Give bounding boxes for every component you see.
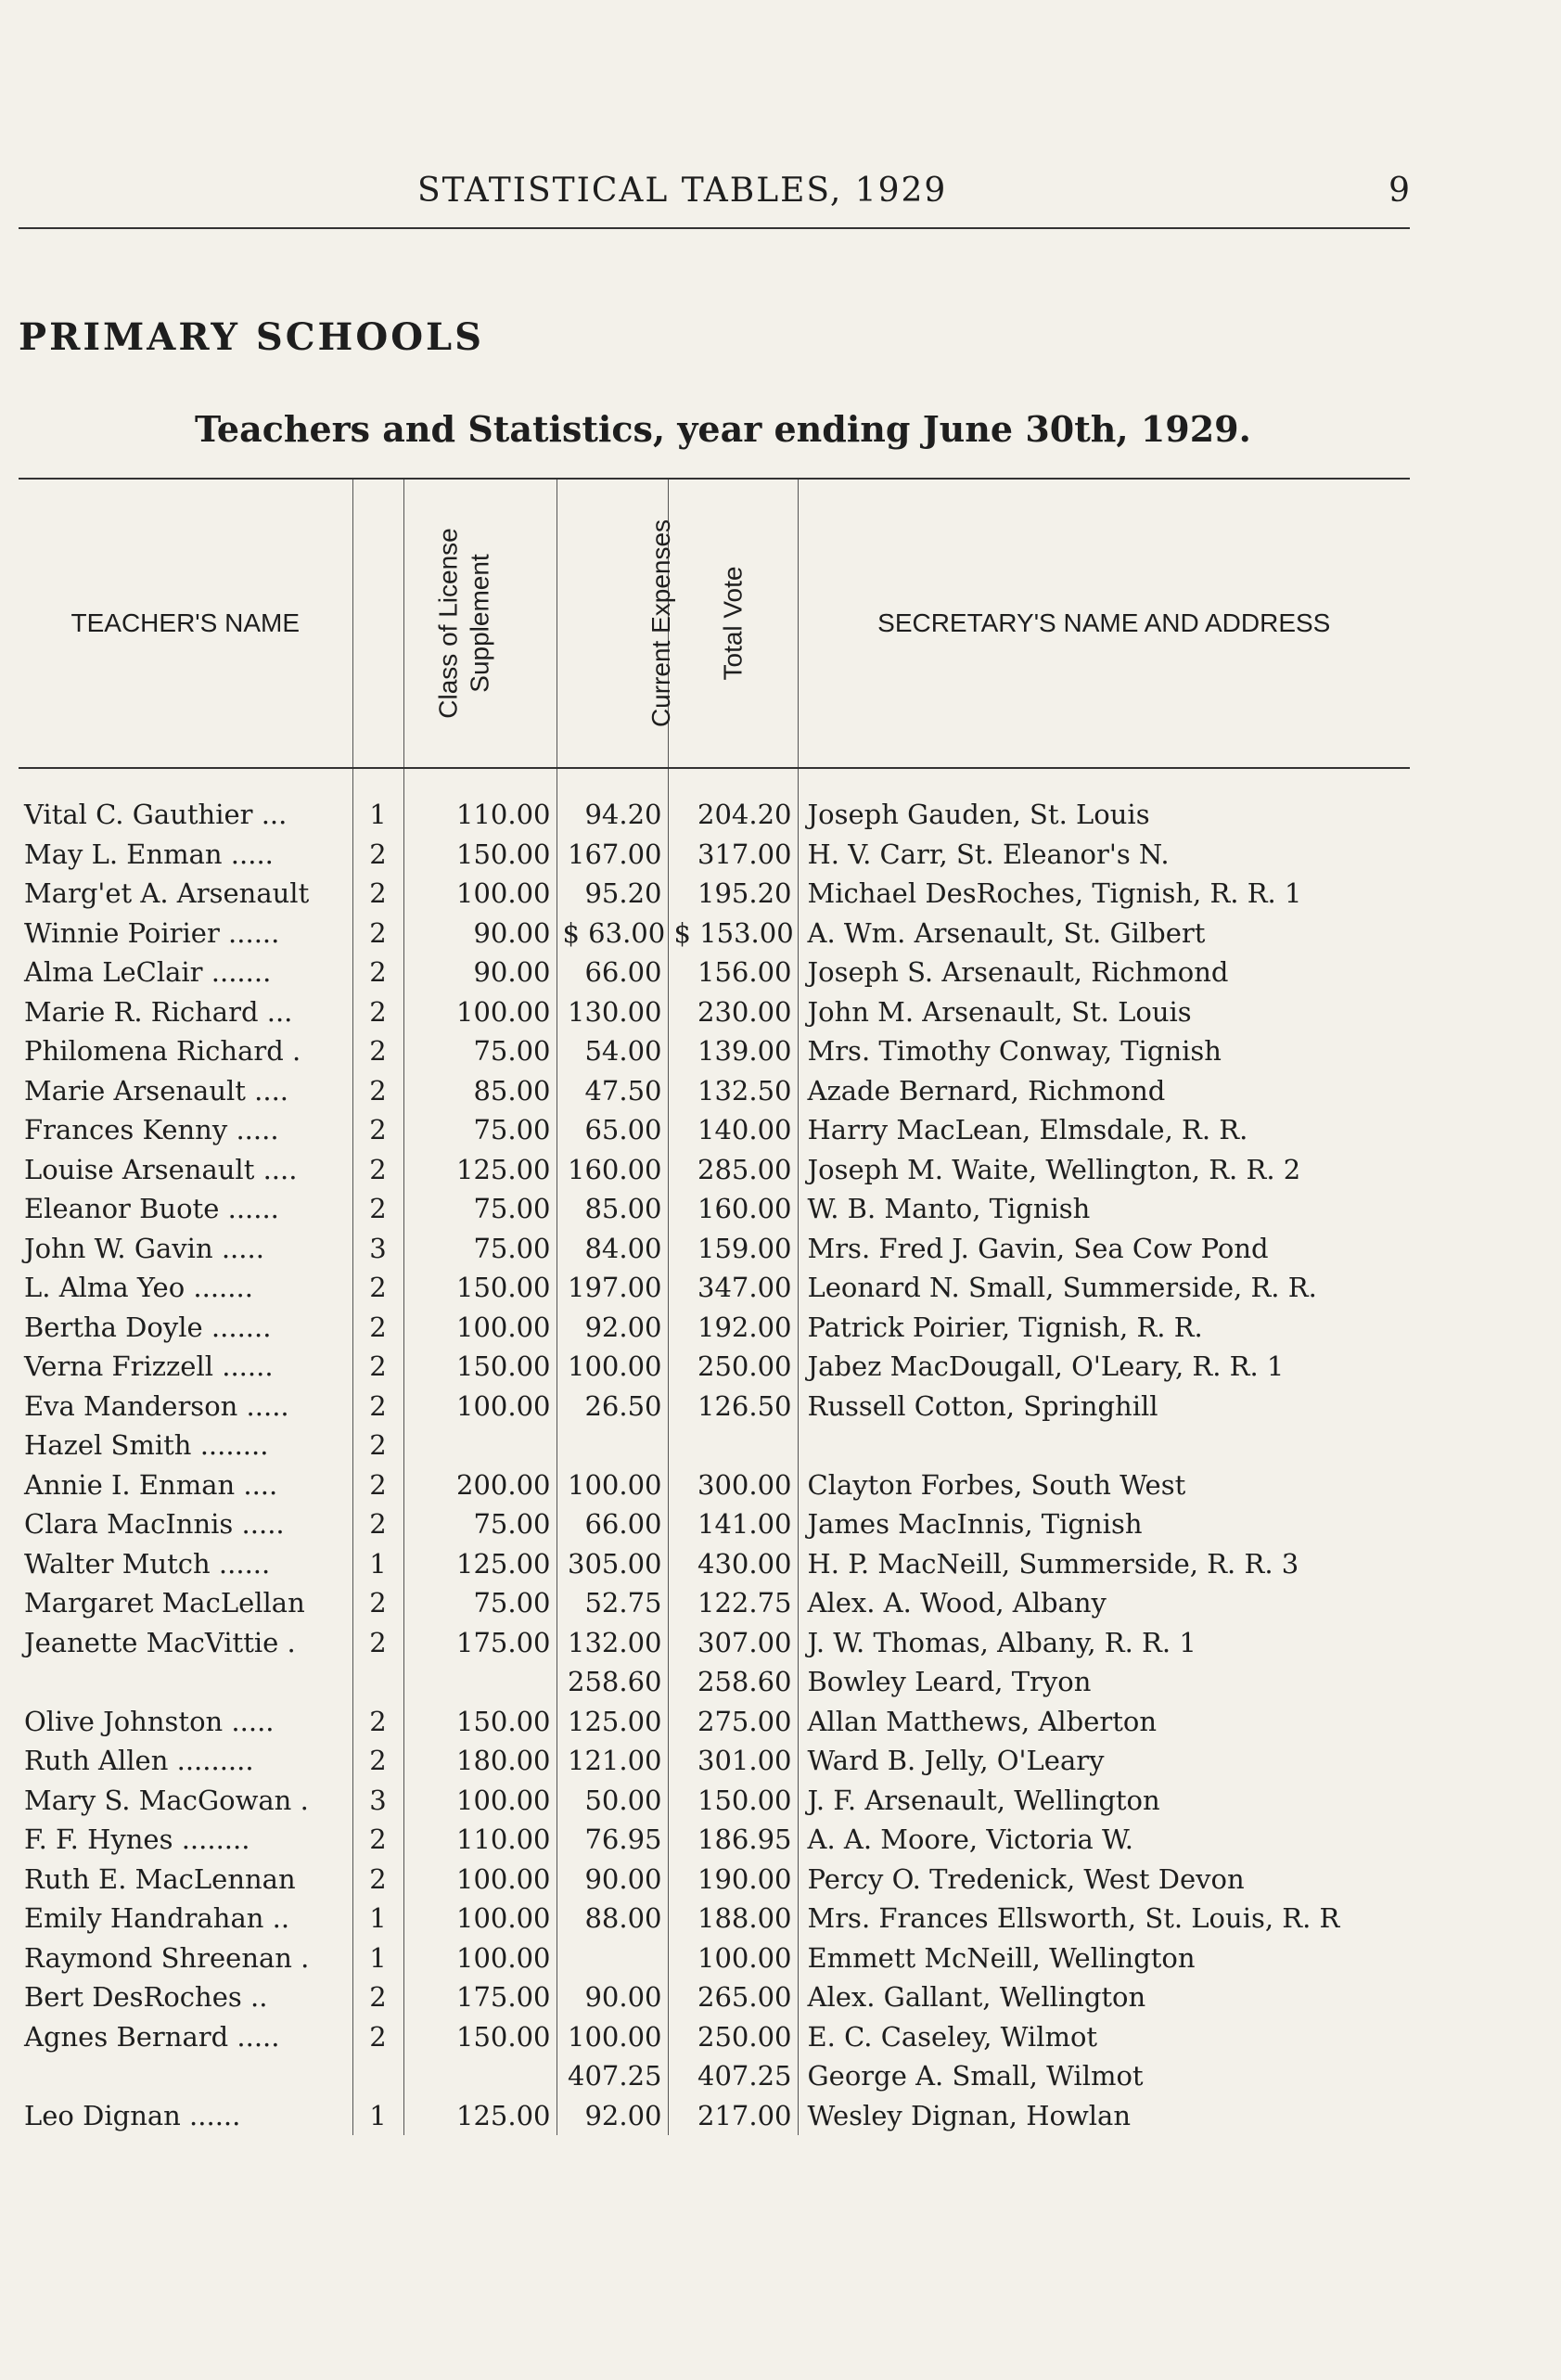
table-row [19,1939,1410,1978]
total-vote-cell: 407.25 [668,2056,798,2096]
total-vote-cell: 139.00 [668,1031,798,1071]
secretary-cell: Jabez MacDougall, O'Leary, R. R. 1 [798,1347,1410,1387]
table-row [19,874,1410,914]
table-row [19,2056,1410,2096]
total-vote-cell: 301.00 [668,1741,798,1781]
expenses-cell: 90.00 [557,1860,668,1900]
statistics-table-wrapper [19,478,1410,2135]
total-vote-cell: 217.00 [668,2096,798,2136]
secretary-cell: Mrs. Timothy Conway, Tignish [798,1031,1410,1071]
expenses-cell: 94.20 [557,768,668,835]
teacher-name-cell: Emily Handrahan .. [24,1902,290,1935]
teacher-name-cell: Marie Arsenault .... [24,1074,289,1107]
secretary-cell: Clayton Forbes, South West [798,1465,1410,1505]
teacher-name-cell: Mary S. MacGowan . [24,1784,309,1816]
class-cell [352,2056,403,2096]
running-title: STATISTICAL TABLES, 1929 [417,172,948,210]
expenses-cell: 65.00 [557,1110,668,1150]
class-cell [352,1662,403,1702]
supplement-cell [403,2056,557,2096]
supplement-cell: 75.00 [403,1504,557,1544]
total-vote-cell: 347.00 [668,1268,798,1308]
teacher-name-cell: Marie R. Richard ... [24,995,293,1028]
total-vote-cell: $ 153.00 [668,914,798,953]
total-vote-cell: 159.00 [668,1229,798,1269]
supplement-cell: 100.00 [403,1387,557,1427]
teacher-name-cell: Alma LeClair ....... [24,956,272,989]
class-cell: 2 [352,1426,403,1465]
supplement-cell: 90.00 [403,914,557,953]
supplement-cell: 175.00 [403,1977,557,2017]
supplement-cell: 100.00 [403,1860,557,1900]
class-cell: 2 [352,1465,403,1505]
class-cell: 2 [352,992,403,1032]
expenses-cell: 88.00 [557,1899,668,1939]
expenses-cell: 100.00 [557,1347,668,1387]
total-vote-cell: 132.50 [668,1071,798,1111]
class-cell: 1 [352,1939,403,1978]
total-vote-cell: 307.00 [668,1623,798,1663]
total-vote-cell: 250.00 [668,2017,798,2057]
class-cell: 2 [352,1977,403,2017]
table-row [19,768,1410,835]
total-vote-cell: 275.00 [668,1702,798,1742]
table-row [19,1031,1410,1071]
secretary-cell: Russell Cotton, Springhill [798,1387,1410,1427]
expenses-cell: 305.00 [557,1544,668,1584]
table-row [19,1387,1410,1427]
table-row [19,1229,1410,1269]
total-vote-cell: 265.00 [668,1977,798,2017]
expenses-cell: 167.00 [557,835,668,875]
table-row [19,953,1410,992]
total-vote-cell: 285.00 [668,1150,798,1190]
secretary-cell: Emmett McNeill, Wellington [798,1939,1410,1978]
secretary-cell: Leonard N. Small, Summerside, R. R. [798,1268,1410,1308]
table-row [19,2017,1410,2057]
teacher-name-cell: Bertha Doyle ....... [24,1311,272,1343]
header-supplement-label: Supplement [465,554,494,693]
secretary-cell: James MacInnis, Tignish [798,1504,1410,1544]
total-vote-cell: 204.20 [668,768,798,835]
teacher-name-cell: Jeanette MacVittie . [24,1626,296,1658]
secretary-cell: Allan Matthews, Alberton [798,1702,1410,1742]
total-vote-cell: 430.00 [668,1544,798,1584]
supplement-cell: 200.00 [403,1465,557,1505]
total-vote-cell: 156.00 [668,953,798,992]
total-vote-cell: 140.00 [668,1110,798,1150]
teacher-name-cell: Philomena Richard . [24,1035,301,1068]
expenses-cell: 66.00 [557,1504,668,1544]
total-vote-cell: 190.00 [668,1860,798,1900]
teacher-name-cell: Bert DesRoches .. [24,1981,268,2014]
table-body [19,768,1410,2135]
header-total-vote [668,479,798,768]
class-cell: 2 [352,1150,403,1190]
supplement-cell: 150.00 [403,2017,557,2057]
table-subtitle: Teachers and Statistics, year ending June 30th, 1929. [195,408,1251,450]
total-vote-cell: 100.00 [668,1939,798,1978]
table-row [19,1465,1410,1505]
class-cell: 1 [352,2096,403,2136]
table-row [19,1189,1410,1229]
total-vote-cell: 150.00 [668,1781,798,1821]
total-vote-cell: 188.00 [668,1899,798,1939]
secretary-cell: John M. Arsenault, St. Louis [798,992,1410,1032]
total-vote-cell: 230.00 [668,992,798,1032]
class-cell: 2 [352,1702,403,1742]
supplement-cell: 110.00 [403,1820,557,1860]
secretary-cell: Joseph Gauden, St. Louis [798,768,1410,835]
secretary-cell: Patrick Poirier, Tignish, R. R. [798,1308,1410,1348]
supplement-cell: 125.00 [403,1150,557,1190]
total-vote-cell: 192.00 [668,1308,798,1348]
expenses-cell: 92.00 [557,1308,668,1348]
expenses-cell: 100.00 [557,2017,668,2057]
class-cell: 1 [352,1899,403,1939]
class-cell: 2 [352,1504,403,1544]
class-cell: 2 [352,1820,403,1860]
teacher-name-cell: Vital C. Gauthier ... [24,799,288,831]
expenses-cell: 132.00 [557,1623,668,1663]
table-row [19,1820,1410,1860]
expenses-cell: 76.95 [557,1820,668,1860]
supplement-cell: 100.00 [403,1308,557,1348]
class-cell: 2 [352,1347,403,1387]
secretary-cell: Harry MacLean, Elmsdale, R. R. [798,1110,1410,1150]
teacher-name-cell: Agnes Bernard ..... [24,2020,280,2053]
secretary-cell: Bowley Leard, Tryon [798,1662,1410,1702]
expenses-cell: 197.00 [557,1268,668,1308]
table-row [19,1781,1410,1821]
class-cell: 1 [352,1544,403,1584]
header-supplement [403,479,557,768]
supplement-cell: 110.00 [403,768,557,835]
supplement-cell: 150.00 [403,1347,557,1387]
table-row [19,1702,1410,1742]
table-row [19,992,1410,1032]
supplement-cell: 180.00 [403,1741,557,1781]
expenses-cell: $ 63.00 [557,914,668,953]
header-current-expenses [557,479,675,768]
secretary-cell: J. W. Thomas, Albany, R. R. 1 [798,1623,1410,1663]
class-cell: 2 [352,1623,403,1663]
header-expenses-label: Current Expenses [646,518,675,728]
table-row [19,1977,1410,2017]
table-row [19,914,1410,953]
table-header-row [19,479,1410,768]
expenses-cell: 258.60 [557,1662,668,1702]
teacher-name-cell: Eleanor Buote ...... [24,1193,279,1225]
section-title: PRIMARY SCHOOLS [19,315,485,359]
supplement-cell: 75.00 [403,1189,557,1229]
secretary-cell: Alex. Gallant, Wellington [798,1977,1410,2017]
expenses-cell: 407.25 [557,2056,668,2096]
secretary-cell: E. C. Caseley, Wilmot [798,2017,1410,2057]
teacher-name-cell: Olive Johnston ..... [24,1705,275,1737]
total-vote-cell: 300.00 [668,1465,798,1505]
header-secretary: SECRETARY'S NAME AND ADDRESS [798,479,1410,768]
supplement-cell: 150.00 [403,835,557,875]
table-row [19,1504,1410,1544]
teacher-name-cell: Eva Manderson ..... [24,1389,289,1422]
class-cell: 2 [352,1387,403,1427]
total-vote-cell: 250.00 [668,1347,798,1387]
header-class-label: Class of License [433,528,463,719]
teacher-name-cell [19,1662,352,1702]
expenses-cell: 100.00 [557,1465,668,1505]
class-cell: 2 [352,1741,403,1781]
table-row [19,1899,1410,1939]
secretary-cell: Michael DesRoches, Tignish, R. R. 1 [798,874,1410,914]
expenses-cell: 95.20 [557,874,668,914]
table-row [19,835,1410,875]
class-cell: 2 [352,835,403,875]
supplement-cell: 100.00 [403,1899,557,1939]
total-vote-cell: 141.00 [668,1504,798,1544]
teacher-name-cell [19,2056,352,2096]
header-teacher-name: TEACHER'S NAME [19,479,352,768]
supplement-cell: 150.00 [403,1268,557,1308]
table-row [19,1623,1410,1663]
class-cell: 3 [352,1781,403,1821]
expenses-cell: 84.00 [557,1229,668,1269]
total-vote-cell: 126.50 [668,1387,798,1427]
table-row [19,1110,1410,1150]
header-class-of-license [352,479,463,768]
table-row [19,1741,1410,1781]
statistics-table [19,478,1410,2135]
supplement-cell: 85.00 [403,1071,557,1111]
running-header [19,172,1410,229]
teacher-name-cell: F. F. Hynes ........ [24,1823,250,1856]
supplement-cell: 125.00 [403,2096,557,2136]
supplement-cell: 175.00 [403,1623,557,1663]
teacher-name-cell: Louise Arsenault .... [24,1153,298,1185]
teacher-name-cell: Walter Mutch ...... [24,1547,271,1580]
supplement-cell: 75.00 [403,1031,557,1071]
teacher-name-cell: Winnie Poirier ...... [24,916,280,949]
expenses-cell: 90.00 [557,1977,668,2017]
teacher-name-cell: Margaret MacLellan [24,1587,305,1619]
teacher-name-cell: Ruth E. MacLennan [24,1862,296,1895]
teacher-name-cell: L. Alma Yeo ....... [24,1272,253,1304]
total-vote-cell: 195.20 [668,874,798,914]
teacher-name-cell: Verna Frizzell ...... [24,1350,274,1383]
class-cell: 2 [352,1308,403,1348]
supplement-cell: 100.00 [403,1781,557,1821]
secretary-cell: H. V. Carr, St. Eleanor's N. [798,835,1410,875]
expenses-cell: 47.50 [557,1071,668,1111]
class-cell: 2 [352,1110,403,1150]
secretary-cell: Mrs. Frances Ellsworth, St. Louis, R. R [798,1899,1410,1939]
class-cell: 2 [352,914,403,953]
header-total-label: Total Vote [717,566,747,681]
teacher-name-cell: Raymond Shreenan . [24,1941,310,1974]
total-vote-cell [668,1426,798,1465]
table-row [19,1426,1410,1465]
teacher-name-cell: May L. Enman ..... [24,838,274,870]
secretary-cell: Wesley Dignan, Howlan [798,2096,1410,2136]
teacher-name-cell: Annie I. Enman .... [24,1468,278,1501]
secretary-cell: J. F. Arsenault, Wellington [798,1781,1410,1821]
teacher-name-cell: Hazel Smith ........ [24,1429,269,1462]
supplement-cell: 90.00 [403,953,557,992]
total-vote-cell: 186.95 [668,1820,798,1860]
supplement-cell: 150.00 [403,1702,557,1742]
expenses-cell: 125.00 [557,1702,668,1742]
supplement-cell: 75.00 [403,1110,557,1150]
class-cell: 2 [352,1860,403,1900]
expenses-cell: 130.00 [557,992,668,1032]
supplement-cell: 100.00 [403,874,557,914]
class-cell: 2 [352,1031,403,1071]
supplement-cell: 100.00 [403,1939,557,1978]
expenses-cell: 26.50 [557,1387,668,1427]
teacher-name-cell: Clara MacInnis ..... [24,1508,285,1541]
secretary-cell: George A. Small, Wilmot [798,2056,1410,2096]
supplement-cell [403,1662,557,1702]
expenses-cell [557,1939,668,1978]
expenses-cell: 160.00 [557,1150,668,1190]
supplement-cell [403,1426,557,1465]
expenses-cell: 52.75 [557,1583,668,1623]
teacher-name-cell: John W. Gavin ..... [24,1232,264,1264]
class-cell: 2 [352,953,403,992]
supplement-cell: 75.00 [403,1583,557,1623]
secretary-cell: A. A. Moore, Victoria W. [798,1820,1410,1860]
expenses-cell: 121.00 [557,1741,668,1781]
secretary-cell: A. Wm. Arsenault, St. Gilbert [798,914,1410,953]
total-vote-cell: 160.00 [668,1189,798,1229]
expenses-cell: 85.00 [557,1189,668,1229]
table-row [19,1071,1410,1111]
secretary-cell: Azade Bernard, Richmond [798,1071,1410,1111]
supplement-cell: 125.00 [403,1544,557,1584]
class-cell: 2 [352,1071,403,1111]
table-row [19,1583,1410,1623]
supplement-cell: 100.00 [403,992,557,1032]
secretary-cell: Ward B. Jelly, O'Leary [798,1741,1410,1781]
expenses-cell: 54.00 [557,1031,668,1071]
secretary-cell [798,1426,1410,1465]
total-vote-cell: 122.75 [668,1583,798,1623]
class-cell: 1 [352,768,403,835]
total-vote-cell: 317.00 [668,835,798,875]
table-row [19,1308,1410,1348]
class-cell: 2 [352,874,403,914]
supplement-cell: 75.00 [403,1229,557,1269]
expenses-cell [557,1426,668,1465]
teacher-name-cell: Ruth Allen ......... [24,1745,254,1777]
total-vote-cell: 258.60 [668,1662,798,1702]
expenses-cell: 92.00 [557,2096,668,2136]
teacher-name-cell: Frances Kenny ..... [24,1114,279,1146]
secretary-cell: W. B. Manto, Tignish [798,1189,1410,1229]
class-cell: 2 [352,1189,403,1229]
class-cell: 2 [352,1583,403,1623]
secretary-cell: Joseph M. Waite, Wellington, R. R. 2 [798,1150,1410,1190]
table-row [19,1544,1410,1584]
secretary-cell: Percy O. Tredenick, West Devon [798,1860,1410,1900]
secretary-cell: Mrs. Fred J. Gavin, Sea Cow Pond [798,1229,1410,1269]
table-row [19,1860,1410,1900]
expenses-cell: 50.00 [557,1781,668,1821]
class-cell: 2 [352,1268,403,1308]
table-row [19,1347,1410,1387]
expenses-cell: 66.00 [557,953,668,992]
table-row [19,1150,1410,1190]
page-number: 9 [1388,172,1410,210]
secretary-cell: Joseph S. Arsenault, Richmond [798,953,1410,992]
teacher-name-cell: Leo Dignan ...... [24,2099,241,2131]
secretary-cell: Alex. A. Wood, Albany [798,1583,1410,1623]
table-row [19,1268,1410,1308]
class-cell: 2 [352,2017,403,2057]
table-row [19,2096,1410,2136]
teacher-name-cell: Marg'et A. Arsenault [24,877,310,910]
secretary-cell: H. P. MacNeill, Summerside, R. R. 3 [798,1544,1410,1584]
class-cell: 3 [352,1229,403,1269]
table-row [19,1662,1410,1702]
